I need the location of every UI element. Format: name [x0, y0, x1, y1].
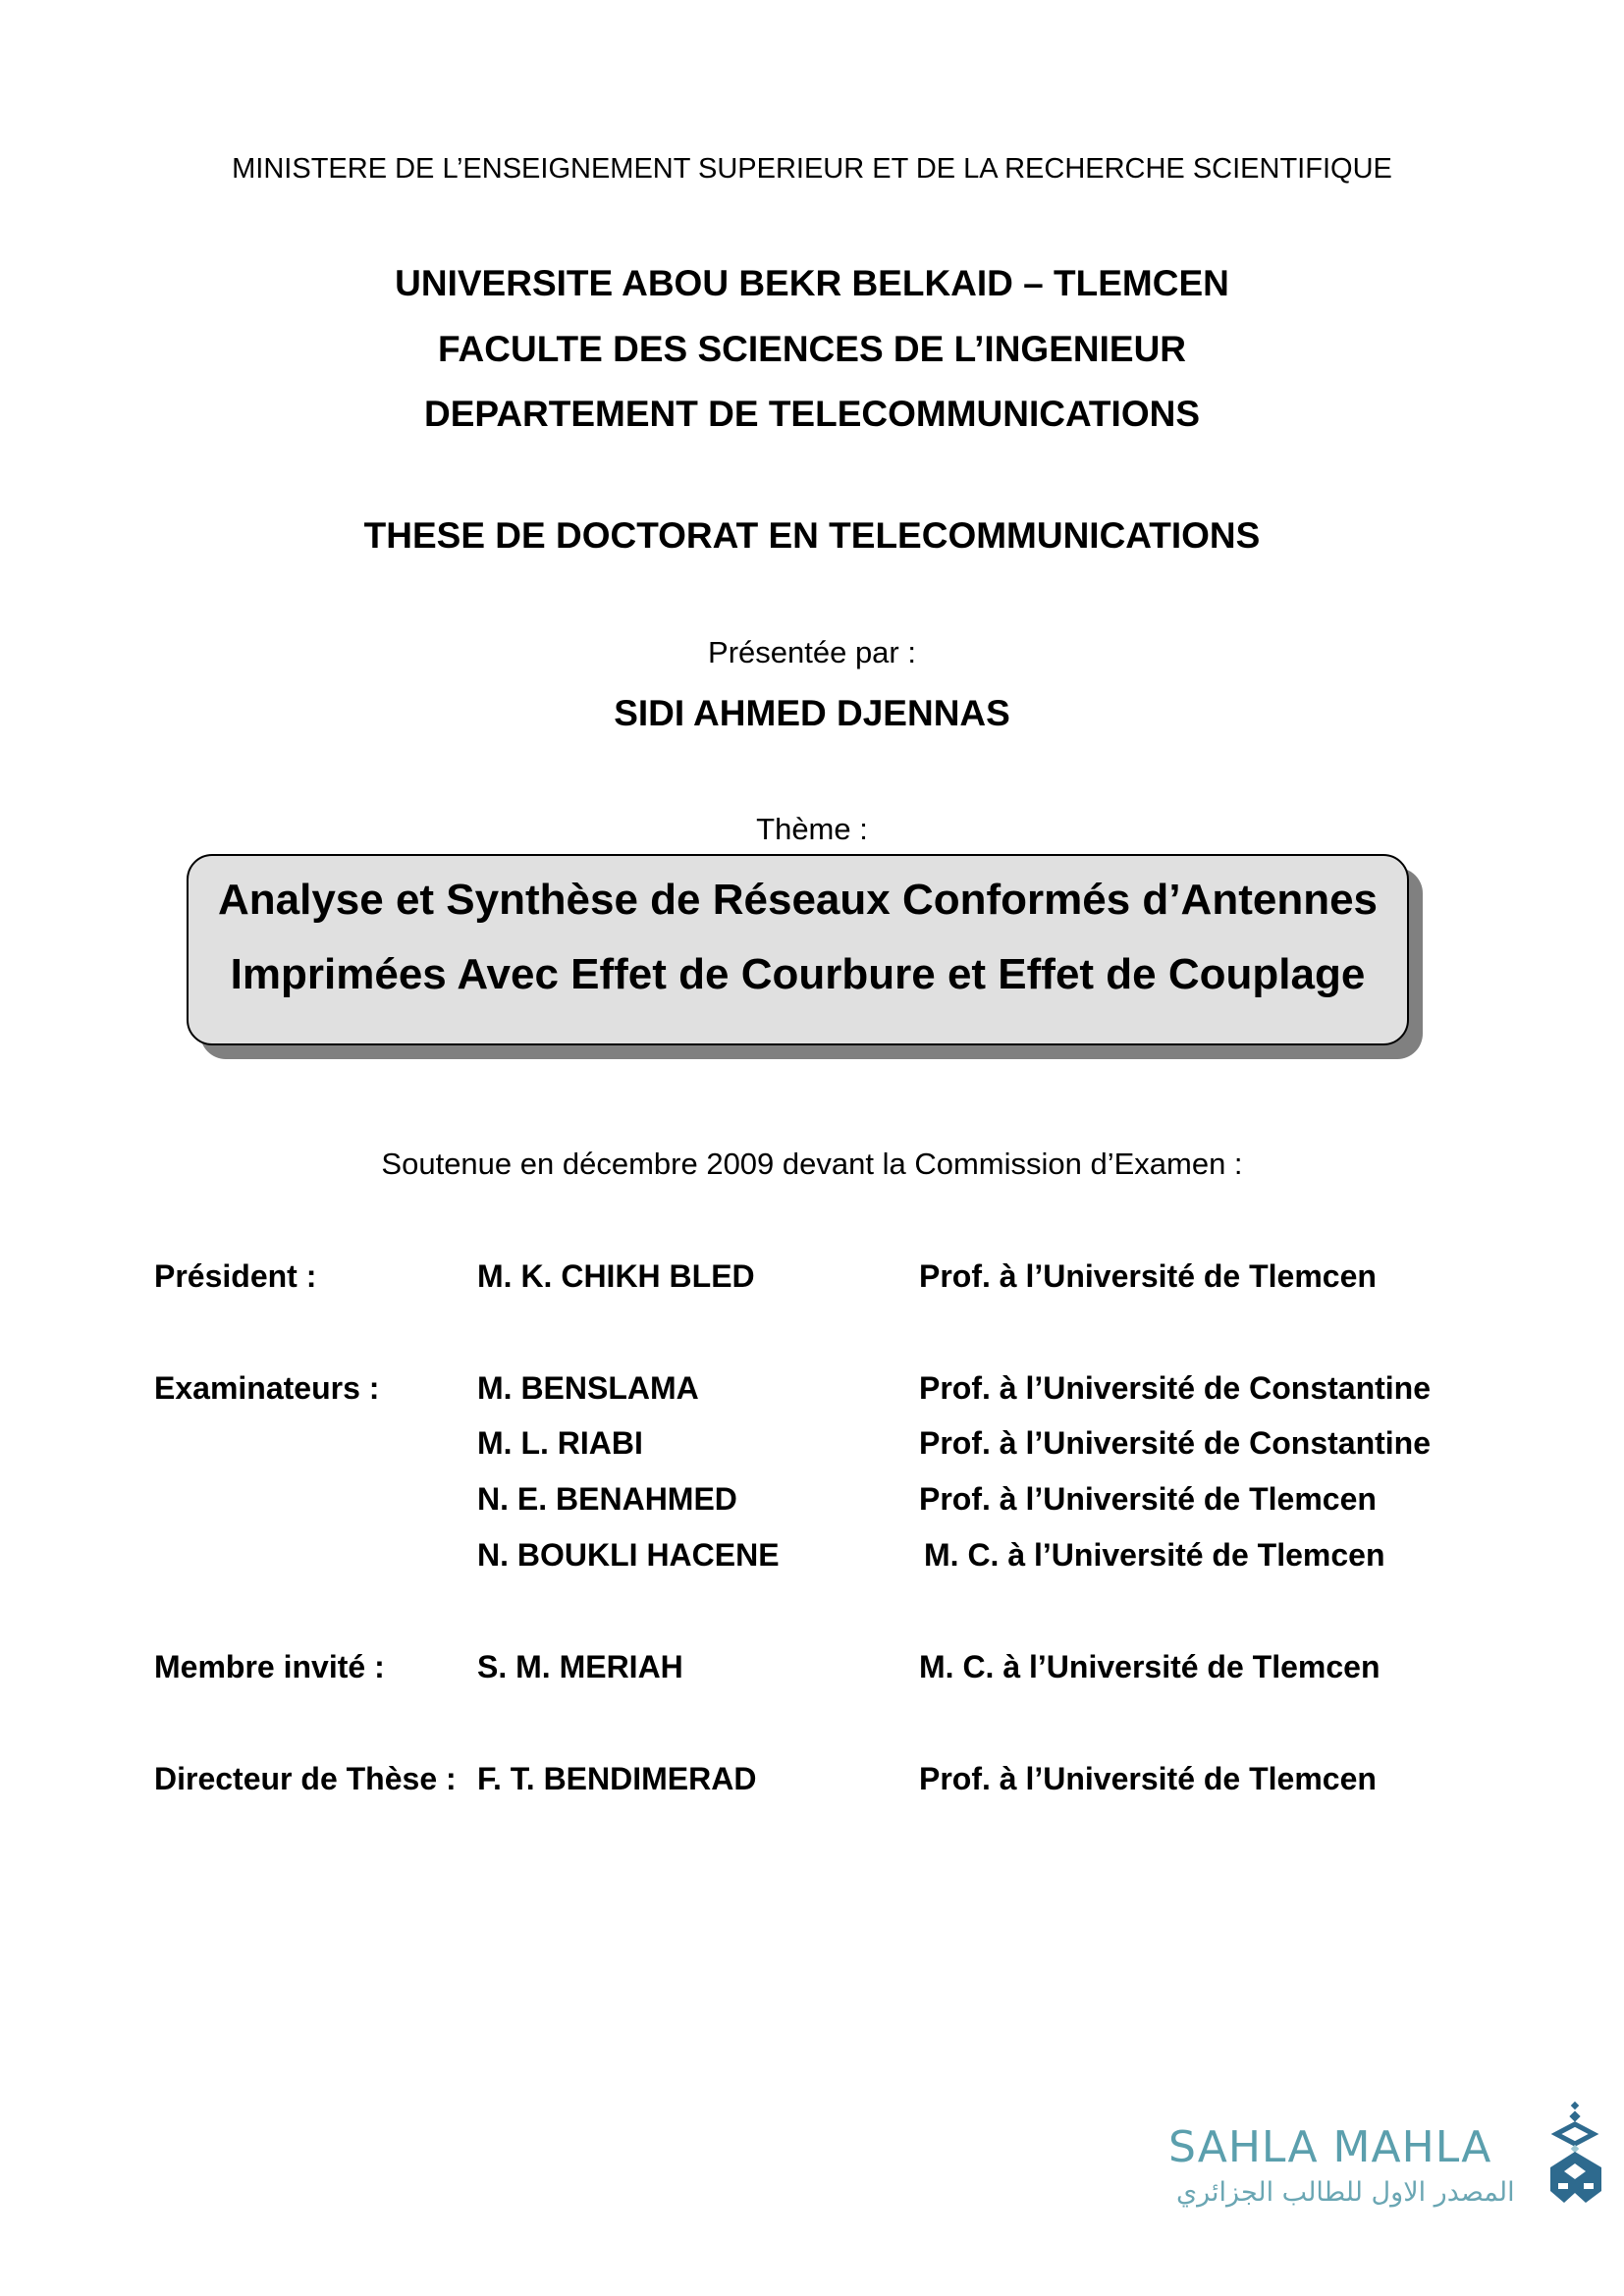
jury-name: M. K. CHIKH BLED: [477, 1258, 755, 1294]
jury-name: F. T. BENDIMERAD: [477, 1761, 757, 1796]
thesis-title-box: [187, 854, 1409, 1045]
jury-role: Directeur de Thèse :: [154, 1761, 457, 1796]
jury-affiliation: Prof. à l’Université de Tlemcen: [919, 1481, 1377, 1517]
thesis-title-line-1: Analyse et Synthèse de Réseaux Conformés d’Antennes: [217, 876, 1379, 924]
university-name: UNIVERSITE ABOU BEKR BELKAID – TLEMCEN: [395, 263, 1229, 303]
thesis-title-line-2: Imprimées Avec Effet de Courbure et Effet de Couplage: [230, 950, 1366, 998]
faculty-name: FACULTE DES SCIENCES DE L’INGENIEUR: [437, 329, 1187, 369]
jury-row-director: [0, 1761, 1624, 1800]
jury-row-examiner: [0, 1537, 1624, 1576]
jury-name: N. BOUKLI HACENE: [477, 1537, 780, 1573]
jury-affiliation: Prof. à l’Université de Constantine: [919, 1370, 1431, 1406]
watermark-brand: SAHLA MAHLA: [1168, 2122, 1492, 2172]
thesis-type: THESE DE DOCTORAT EN TELECOMMUNICATIONS: [363, 515, 1261, 556]
jury-affiliation: Prof. à l’Université de Tlemcen: [919, 1258, 1377, 1294]
ministry-line: MINISTERE DE L’ENSEIGNEMENT SUPERIEUR ET DE LA RECHERCHE SCIENTIFIQUE: [232, 153, 1392, 185]
jury-row-examiner: [0, 1370, 1624, 1410]
department-name: DEPARTEMENT DE TELECOMMUNICATIONS: [423, 394, 1200, 434]
jury-name: S. M. MERIAH: [477, 1649, 683, 1684]
jury-affiliation: Prof. à l’Université de Constantine: [919, 1425, 1431, 1461]
jury-affiliation: M. C. à l’Université de Tlemcen: [919, 1649, 1380, 1684]
theme-label: Thème :: [756, 812, 868, 846]
jury-row-invited: [0, 1649, 1624, 1688]
sahla-mahla-watermark: [1168, 2101, 1600, 2218]
jury-row-examiner: [0, 1425, 1624, 1465]
calligraphy-emblem-icon: [1546, 2101, 1605, 2209]
jury-name: N. E. BENAHMED: [477, 1481, 737, 1517]
jury-role: Membre invité :: [154, 1649, 385, 1684]
jury-name: M. L. RIABI: [477, 1425, 643, 1461]
defense-statement: Soutenue en décembre 2009 devant la Commission d’Examen :: [381, 1147, 1243, 1181]
jury-role: Président :: [154, 1258, 317, 1294]
watermark-tagline: المصدر الاول للطالب الجزائري: [1176, 2177, 1515, 2208]
jury-role: Examinateurs :: [154, 1370, 380, 1406]
jury-row-examiner: [0, 1481, 1624, 1521]
jury-row-president: [0, 1258, 1624, 1298]
jury-affiliation: M. C. à l’Université de Tlemcen: [924, 1537, 1385, 1573]
jury-affiliation: Prof. à l’Université de Tlemcen: [919, 1761, 1377, 1796]
presented-by-label: Présentée par :: [708, 635, 916, 669]
author-name: SIDI AHMED DJENNAS: [614, 693, 1010, 733]
jury-name: M. BENSLAMA: [477, 1370, 699, 1406]
